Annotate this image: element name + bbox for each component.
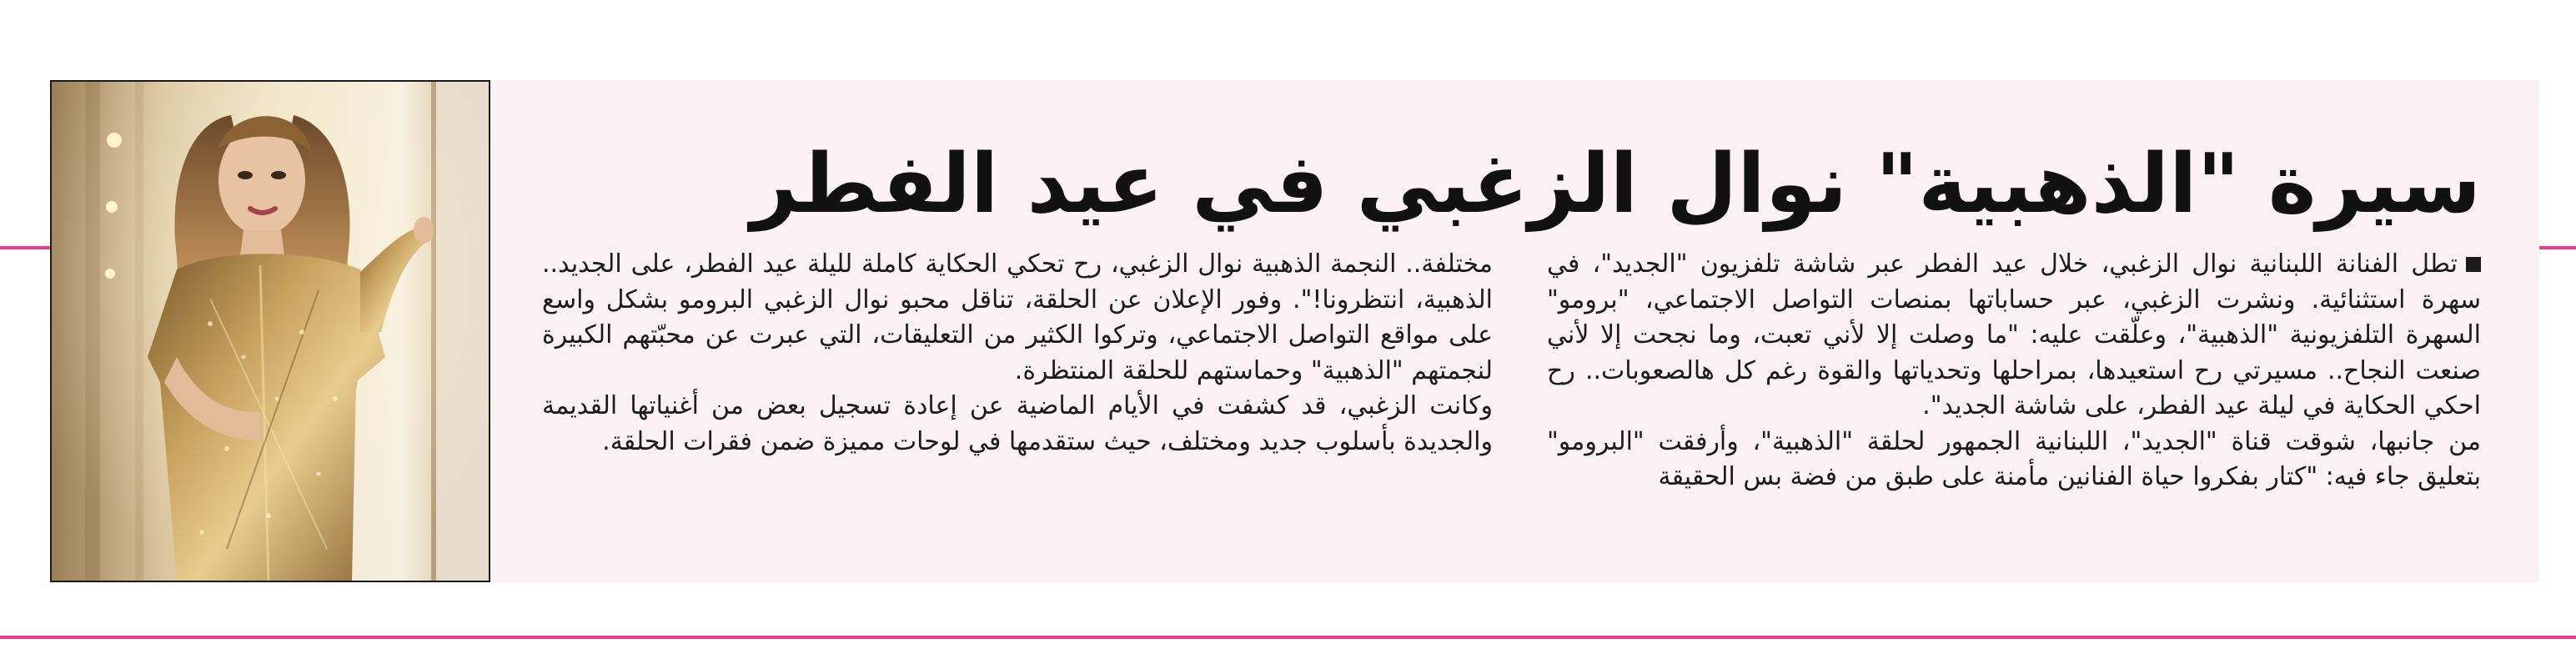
article-paragraph-2: من جانبها، شوقت قناة "الجديد"، اللبنانية الجمهور لحلقة "الذهبية"، وأرفقت "البرومو" بتعليق جاء فيه: "كتار بفكروا حياة الفنانين مأمنة على طبق من فضة بس الحقيقة [1547,426,2481,491]
bullet-square-icon [2466,257,2481,272]
article-paragraph-4: وكانت الزغبي، قد كشفت في الأيام الماضية عن إعادة تسجيل بعض من أغنياتها القديمة والجديدة بأسلوب جديد ومختلف، حيث ستقدمها في لوحات مميزة ضمن فقرات الحلقة. [542,391,1493,456]
article-headline: سيرة "الذهبية" نوال الزغبي في عيد الفطر [751,137,2481,232]
article-paragraph-3: مختلفة.. النجمة الذهبية نوال الزغبي، رح تحكي الحكاية كاملة لليلة عيد الفطر، على الجديد.. الذهبية، انتظرونا!". وفور الإعلان عن الحلقة، تناقل محبو نوال الزغبي البرومو بشكل واسع على مواقع التواصل الاجتماعي، وتركوا الكثير من التعليقات، التي عبرت عن محبّتهم الكبيرة لنجمتهم "الذهبية" وحماستهم للحلقة المنتظرة. [542,249,1493,385]
singer-portrait-image [52,82,489,581]
paragraph-1-text: تطل الفنانة اللبنانية نوال الزغبي، خلال عيد الفطر عبر شاشة تلفزيون "الجديد"، في سهرة استثنائية. ونشرت الزغبي، عبر حساباتها بمنصات التواصل الاجتماعي، "برومو" السهرة التلفزيونية "الذهبية"، وعلّقت عليه: "ما وصلت إلا لأني تعبت، وما نجحت إلا لأني صنعت النجاح.. مسيرتي رح استعيدها، بمراحلها وتحدياتها والقوة رغم كل هالصعوبات.. رح احكي الحكاية في ليلة عيد الفطر، على شاشة الجديد". [1547,249,2481,420]
article-column-right [1547,247,2481,496]
news-article [50,80,2539,582]
decorative-rule-left [0,246,50,249]
decorative-rule-right [2538,246,2576,249]
article-column-left [542,247,1493,460]
article-photo [50,80,490,582]
article-paragraph-1 [1547,247,2481,425]
decorative-rule-bottom [0,636,2576,639]
